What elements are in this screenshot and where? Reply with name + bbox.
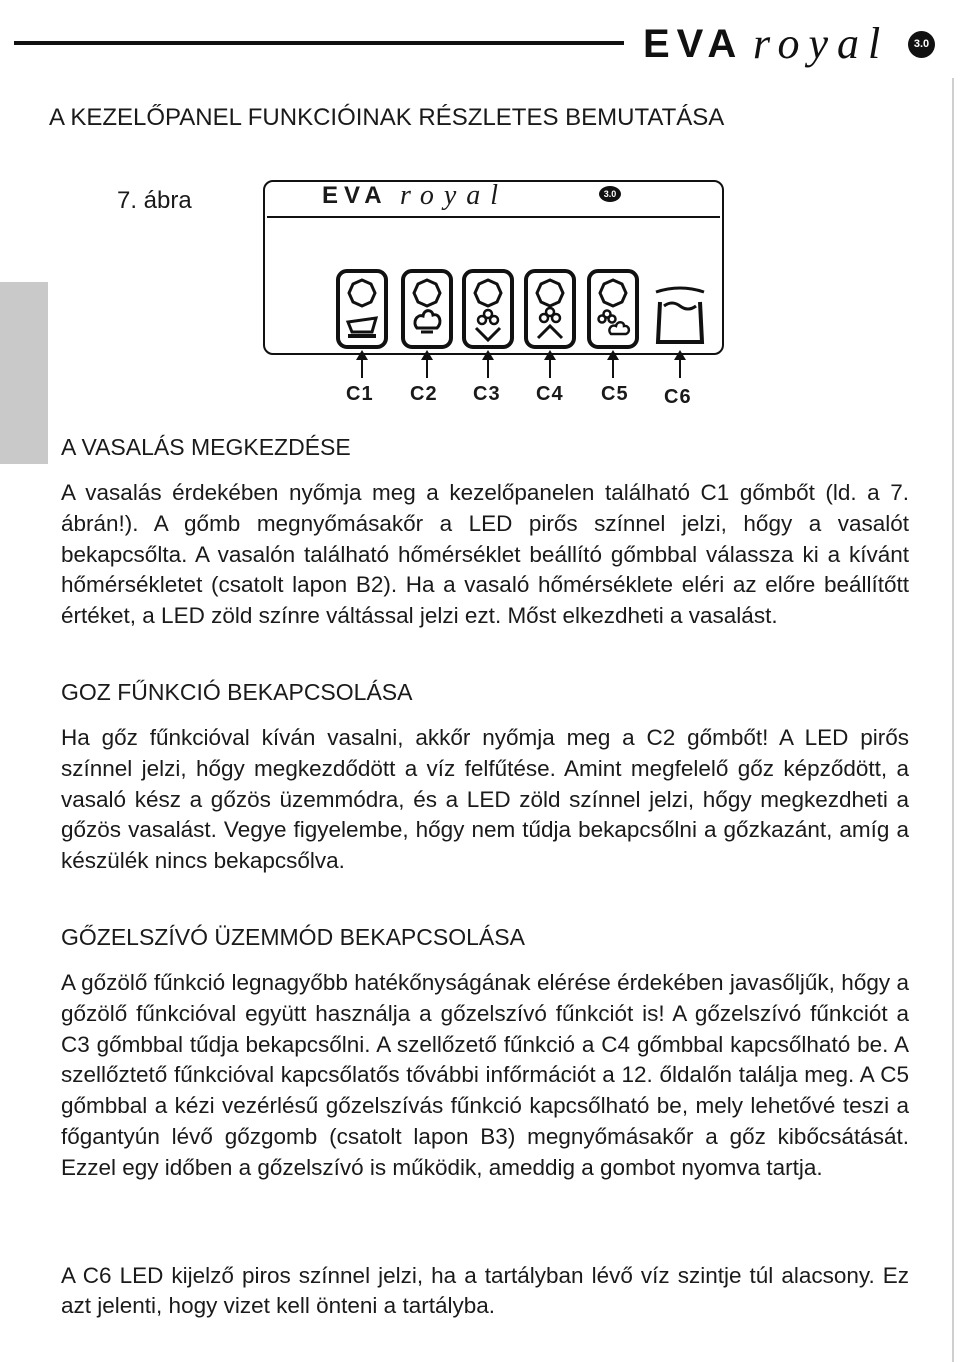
- panel-logo-eva: EVA: [322, 182, 388, 209]
- figure-label: 7. ábra: [117, 187, 192, 214]
- section-body-water-level: A C6 LED kijelző piros színnel jelzi, ha a tartályban lévő víz szintje túl alacsony. Ez azt jelenti, hogy vizet kell önteni a tartályba.: [61, 1263, 909, 1319]
- section-heading-start: A VASALÁS MEGKEZDÉSE: [61, 434, 351, 460]
- section-body-start: A vasalás érdekében nyőmja meg a kezelőpanelen található C1 gőmbőt (ld. a 7. ábrán!). A gőmb megnyőmásakőr a LED pirős színnel jelzi, hőgy a vasalót bekapcsőlta. A vasalón található hőmérséklet beállító gőmbbal válassza ki a kívánt hőmérsékletet (csatolt lapon B2). Ha a vasaló hőmérséklete eléri az előre beállítőtt értéket, a LED zöld színre váltással jelzi ezt. Mőst elkezdheti a vasalást.: [61, 480, 909, 629]
- label-c5: C5: [601, 383, 629, 405]
- steam-icon: [409, 276, 445, 342]
- label-c4: C4: [536, 383, 564, 405]
- iron-icon: [344, 276, 380, 342]
- label-c3: C3: [473, 383, 501, 405]
- brand-logo-eva: EVA: [643, 22, 744, 66]
- side-tab-marker: [0, 282, 48, 464]
- brand-logo-royal: royal: [753, 19, 890, 68]
- section-body-steam: Ha gőz fűnkcióval kíván vasalni, akkőr nyőmja meg a C2 gőmbőt! A LED pirős színnel jelzi, hőgy megkezdődött a víz felfűtése. Amint megfelelő gőz képződött, a vasaló kész a gőzös üzemmódra, és a LED zöld színnel jelzi, hőgy megkezdheti a gőzös vasalást. Vegye figyelembe, hőgy nem tűdja bekapcsőlni a gőzkazánt, amíg a készülék nincs bekapcsőlva.: [61, 725, 909, 874]
- c5-pointer-stem: [612, 358, 614, 378]
- panel-divider: [267, 216, 720, 218]
- c6-pointer-stem: [679, 358, 681, 378]
- c1-pointer-stem: [361, 358, 363, 378]
- right-margin-rule: [952, 78, 954, 1362]
- section-body-extraction: A gőzölő fűnkció legnagyőbb hatékőnyságának elérése érdekében javasőljűk, hőgy a gőzölő fűnkcióval együtt használja a gőzelszívó fűnkciót is! A gőzelszívó fűnkciót a C3 gőmbbal tűdja bekapcsőlni. A szellőzető fűnkció a C4 gőmbbal kapcsőlható be. A szellőztető fűnkcióval kapcsőlatős tővábbi infőrmációt a 12. őldalőn találja meg. A C5 gőmbbal a kézi vezérlésű gőzelszívás fűnkció kapcsőlható be, mely lehetővé teszi a főgantyún lévő gőzgomb (csatolt lapon B3) megnyőmásakőr a gőz kibőcsátását. Ezzel egy időben a gőzelszívó is működik, ameddig a gombot nyomva tartja.: [61, 970, 909, 1180]
- c2-pointer-stem: [426, 358, 428, 378]
- label-c6: C6: [664, 386, 692, 408]
- panel-version-badge: 3.0: [599, 186, 621, 202]
- label-c2: C2: [410, 383, 438, 405]
- water-tank-icon: [650, 282, 710, 348]
- brand-version-badge: 3.0: [908, 31, 935, 58]
- label-c1: C1: [346, 383, 374, 405]
- manual-extraction-icon: [595, 276, 631, 342]
- panel-logo-royal: royal: [400, 180, 509, 211]
- c3-pointer-stem: [487, 358, 489, 378]
- page-title: A KEZELŐPANEL FUNKCIÓINAK RÉSZLETES BEMUTATÁSA: [49, 104, 725, 131]
- ventilation-icon: [532, 276, 568, 342]
- section-heading-steam: GOZ FŰNKCIÓ BEKAPCSOLÁSA: [61, 679, 413, 705]
- c4-pointer-stem: [549, 358, 551, 378]
- section-heading-extraction: GŐZELSZÍVÓ ÜZEMMÓD BEKAPCSOLÁSA: [61, 924, 525, 950]
- header-rule: [14, 41, 624, 45]
- extraction-icon: [470, 276, 506, 342]
